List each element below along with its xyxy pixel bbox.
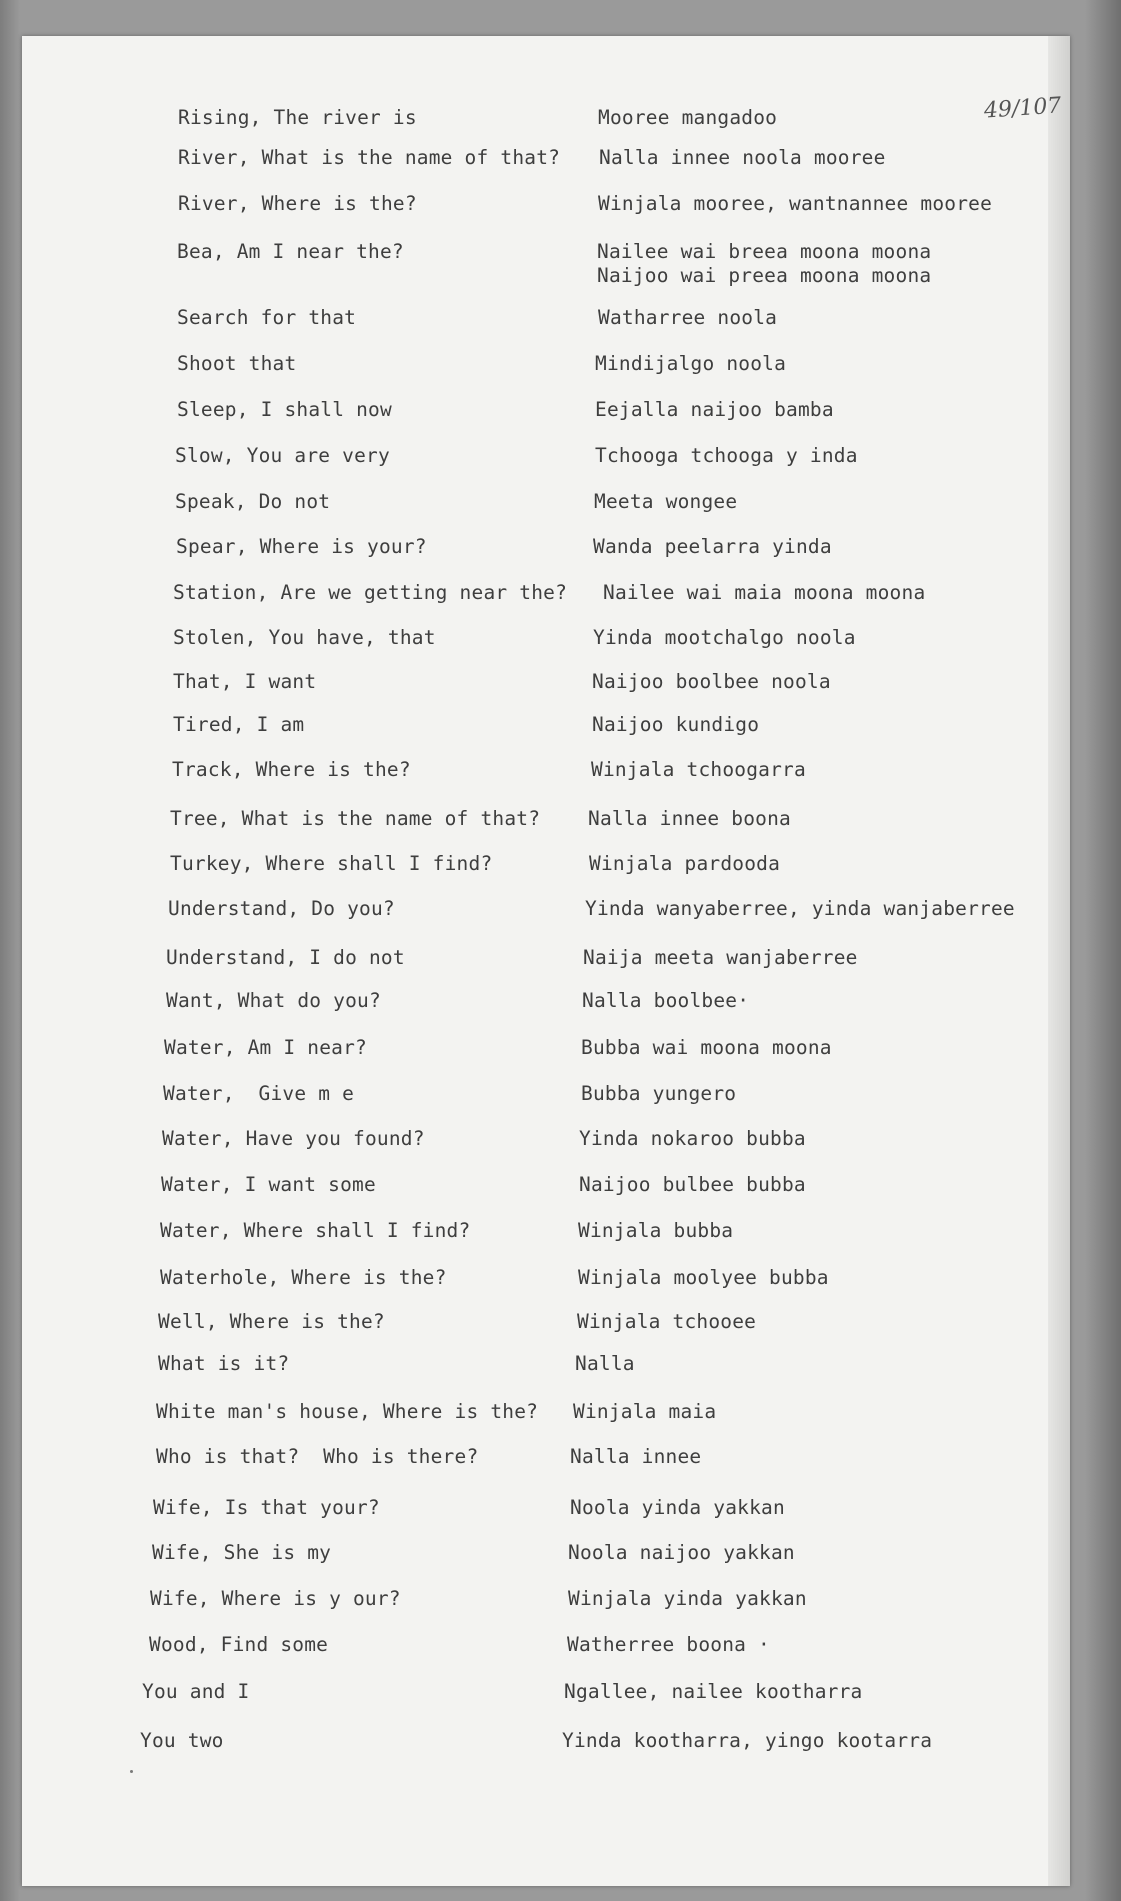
translation-line: Bubba yungero (581, 1082, 737, 1105)
aboriginal-translation (598, 306, 777, 330)
english-phrase: Who is that? Who is there? (156, 1445, 479, 1468)
aboriginal-translation (585, 897, 1015, 921)
aboriginal-translation (592, 713, 759, 737)
aboriginal-translation (562, 1729, 932, 1753)
english-phrase: Water, Give m e (163, 1082, 355, 1105)
translation-line: Nalla (575, 1352, 635, 1375)
translation-line: Winjala tchoogarra (591, 758, 806, 781)
translation-line: Mindijalgo noola (595, 352, 787, 375)
translation-line: Naijoo bulbee bubba (579, 1173, 806, 1196)
aboriginal-translation (591, 758, 806, 782)
english-phrase: Search for that (177, 306, 357, 329)
aboriginal-translation (589, 852, 780, 876)
translation-line: Naijoo boolbee noola (592, 670, 831, 693)
translation-line: Watherree boona · (567, 1633, 770, 1656)
aboriginal-translation (579, 1127, 806, 1151)
aboriginal-translation (594, 490, 737, 514)
english-phrase: Understand, I do not (166, 946, 405, 969)
aboriginal-translation (598, 106, 777, 130)
translation-line: Wanda peelarra yinda (593, 535, 832, 558)
translation-line: Eejalla naijoo bamba (595, 398, 834, 421)
english-phrase: Stolen, You have, that (173, 626, 436, 649)
translation-line: Naijoo kundigo (592, 713, 760, 736)
aboriginal-translation (564, 1680, 863, 1704)
translation-line: Winjala mooree, wantnannee mooree (598, 192, 993, 215)
translation-line: Watharree noola (598, 306, 778, 329)
translation-line: Winjala tchooee (577, 1310, 757, 1333)
english-phrase: Water, Have you found? (162, 1127, 425, 1150)
aboriginal-translation (575, 1352, 635, 1376)
aboriginal-translation (603, 581, 925, 605)
english-phrase: Want, What do you? (166, 989, 381, 1012)
aboriginal-translation (568, 1587, 807, 1611)
english-phrase: Station, Are we getting near the? (173, 581, 568, 604)
translation-line: Noola yinda yakkan (570, 1496, 785, 1519)
dust-speck (130, 1770, 133, 1773)
translation-line: Nalla innee (570, 1445, 702, 1468)
english-phrase: Track, Where is the? (172, 758, 411, 781)
aboriginal-translation (573, 1400, 716, 1424)
aboriginal-translation (598, 192, 992, 216)
english-phrase: Rising, The river is (178, 106, 417, 129)
aboriginal-translation (581, 1036, 832, 1060)
english-phrase: River, What is the name of that? (178, 146, 561, 169)
english-phrase: Sleep, I shall now (177, 398, 392, 421)
aboriginal-translation (593, 626, 856, 650)
english-phrase: Well, Where is the? (158, 1310, 385, 1333)
translation-line: Noola naijoo yakkan (568, 1541, 795, 1564)
translation-line: Winjala moolyee bubba (578, 1266, 829, 1289)
aboriginal-translation (583, 946, 858, 970)
aboriginal-translation (579, 1173, 806, 1197)
aboriginal-translation (577, 1310, 756, 1334)
translation-line: Yinda wanyaberree, yinda wanjaberree (585, 897, 1015, 920)
english-phrase: Tree, What is the name of that? (170, 807, 541, 830)
english-phrase: You and I (142, 1680, 250, 1703)
english-phrase: What is it? (158, 1352, 290, 1375)
aboriginal-translation (599, 146, 886, 170)
translation-line: Naijoo wai preea moona moona (597, 264, 932, 287)
english-phrase: Understand, Do you? (168, 897, 395, 920)
translation-line: Nailee wai maia moona moona (603, 581, 926, 604)
english-phrase: You two (140, 1729, 224, 1752)
translation-line: Ngallee, nailee kootharra (564, 1680, 863, 1703)
translation-line: Winjala yinda yakkan (568, 1587, 807, 1610)
aboriginal-translation (570, 1445, 701, 1469)
translation-line: Nalla innee noola mooree (599, 146, 886, 169)
translation-line: Yinda mootchalgo noola (593, 626, 856, 649)
english-phrase: Spear, Where is your? (176, 535, 427, 558)
aboriginal-translation (595, 352, 786, 376)
aboriginal-translation (581, 1082, 736, 1106)
aboriginal-translation (582, 989, 749, 1013)
aboriginal-translation (588, 807, 791, 831)
translation-line: Nalla boolbee· (582, 989, 750, 1012)
handwritten-page-number: 49/107 (983, 93, 1063, 124)
english-phrase: Wife, Is that your? (153, 1496, 380, 1519)
aboriginal-translation (597, 240, 931, 288)
english-phrase: Tired, I am (173, 713, 305, 736)
english-phrase: Waterhole, Where is the? (160, 1266, 447, 1289)
english-phrase: Water, I want some (161, 1173, 376, 1196)
translation-line: Tchooga tchooga y inda (595, 444, 858, 467)
english-phrase: Wife, She is my (152, 1541, 332, 1564)
translation-line: Nalla innee boona (588, 807, 791, 830)
translation-line: Nailee wai breea moona moona (597, 240, 932, 263)
aboriginal-translation (593, 535, 832, 559)
translation-line: Naija meeta wanjaberree (583, 946, 858, 969)
aboriginal-translation (578, 1266, 829, 1290)
english-phrase: Speak, Do not (175, 490, 331, 513)
aboriginal-translation (568, 1541, 795, 1565)
english-phrase: Slow, You are very (175, 444, 390, 467)
translation-line: Winjala bubba (578, 1219, 734, 1242)
translation-line: Yinda kootharra, yingo kootarra (562, 1729, 933, 1752)
translation-line: Winjala maia (573, 1400, 717, 1423)
typewritten-sheet (22, 36, 1070, 1886)
english-phrase: Wife, Where is y our? (150, 1587, 401, 1610)
english-phrase: Water, Am I near? (164, 1036, 367, 1059)
translation-line: Mooree mangadoo (598, 106, 778, 129)
translation-line: Meeta wongee (594, 490, 738, 513)
aboriginal-translation (595, 398, 834, 422)
english-phrase: Bea, Am I near the? (177, 240, 404, 263)
translation-line: Winjala pardooda (589, 852, 781, 875)
english-phrase: Wood, Find some (149, 1633, 329, 1656)
phrase-list (22, 36, 1070, 1886)
aboriginal-translation (570, 1496, 785, 1520)
translation-line: Bubba wai moona moona (581, 1036, 832, 1059)
aboriginal-translation (595, 444, 858, 468)
english-phrase: White man's house, Where is the? (156, 1400, 539, 1423)
english-phrase: River, Where is the? (178, 192, 417, 215)
english-phrase: Shoot that (177, 352, 297, 375)
english-phrase: Water, Where shall I find? (160, 1219, 471, 1242)
aboriginal-translation (567, 1633, 770, 1657)
aboriginal-translation (578, 1219, 733, 1243)
translation-line: Yinda nokaroo bubba (579, 1127, 806, 1150)
english-phrase: Turkey, Where shall I find? (170, 852, 493, 875)
aboriginal-translation (592, 670, 831, 694)
english-phrase: That, I want (173, 670, 317, 693)
